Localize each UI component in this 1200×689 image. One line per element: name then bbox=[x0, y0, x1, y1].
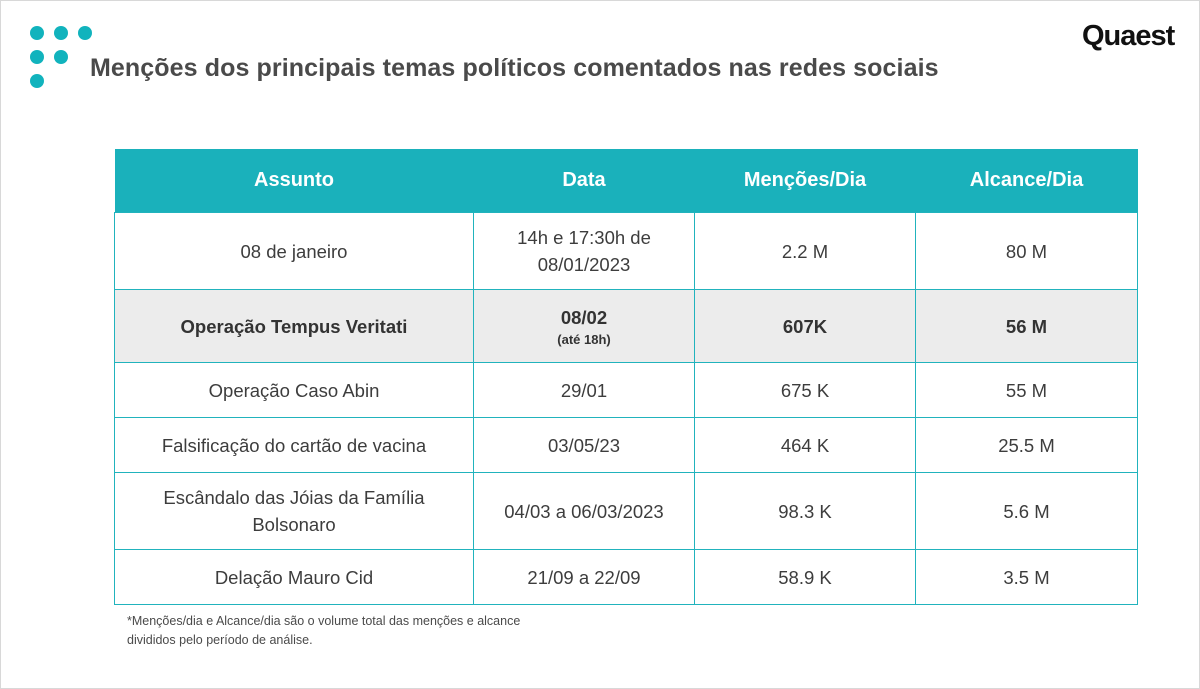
table-row bbox=[115, 363, 1138, 418]
cell-assunto: Falsificação do cartão de vacina bbox=[115, 418, 474, 473]
cell-data: 21/09 a 22/09 bbox=[474, 550, 695, 605]
table-row bbox=[115, 473, 1138, 550]
slide-title: Menções dos principais temas políticos comentados nas redes sociais bbox=[90, 54, 939, 82]
cell-assunto: 08 de janeiro bbox=[115, 213, 474, 290]
cell-assunto: Operação Tempus Veritati bbox=[115, 290, 474, 363]
cell-mencoes: 2.2 M bbox=[695, 213, 916, 290]
header-mencoes: Menções/Dia bbox=[695, 149, 916, 213]
cell-alcance: 55 M bbox=[916, 363, 1138, 418]
mentions-table bbox=[114, 149, 1138, 605]
quaest-logo: Quaest bbox=[1082, 20, 1175, 52]
cell-alcance: 80 M bbox=[916, 213, 1138, 290]
table-row-highlighted bbox=[115, 290, 1138, 363]
cell-assunto: Escândalo das Jóias da Família Bolsonaro bbox=[115, 473, 474, 550]
cell-data: 29/01 bbox=[474, 363, 695, 418]
cell-data: 08/02 (até 18h) bbox=[474, 290, 695, 363]
cell-mencoes: 464 K bbox=[695, 418, 916, 473]
footnote-line-2: divididos pelo período de análise. bbox=[127, 633, 313, 647]
cell-data: 03/05/23 bbox=[474, 418, 695, 473]
cell-mencoes: 675 K bbox=[695, 363, 916, 418]
table-row bbox=[115, 213, 1138, 290]
table-row bbox=[115, 418, 1138, 473]
table-row bbox=[115, 550, 1138, 605]
cell-alcance: 5.6 M bbox=[916, 473, 1138, 550]
cell-assunto: Operação Caso Abin bbox=[115, 363, 474, 418]
header-data: Data bbox=[474, 149, 695, 213]
cell-alcance: 3.5 M bbox=[916, 550, 1138, 605]
cell-mencoes: 607K bbox=[695, 290, 916, 363]
cell-assunto: Delação Mauro Cid bbox=[115, 550, 474, 605]
cell-mencoes: 58.9 K bbox=[695, 550, 916, 605]
header-assunto: Assunto bbox=[115, 149, 474, 213]
cell-alcance: 25.5 M bbox=[916, 418, 1138, 473]
footnote-line-1: *Menções/dia e Alcance/dia são o volume total das menções e alcance bbox=[127, 614, 521, 628]
table-header-row bbox=[115, 149, 1138, 213]
cell-data: 04/03 a 06/03/2023 bbox=[474, 473, 695, 550]
cell-alcance: 56 M bbox=[916, 290, 1138, 363]
footnote bbox=[127, 612, 607, 650]
cell-data: 14h e 17:30h de 08/01/2023 bbox=[474, 213, 695, 290]
header-alcance: Alcance/Dia bbox=[916, 149, 1138, 213]
cell-mencoes: 98.3 K bbox=[695, 473, 916, 550]
